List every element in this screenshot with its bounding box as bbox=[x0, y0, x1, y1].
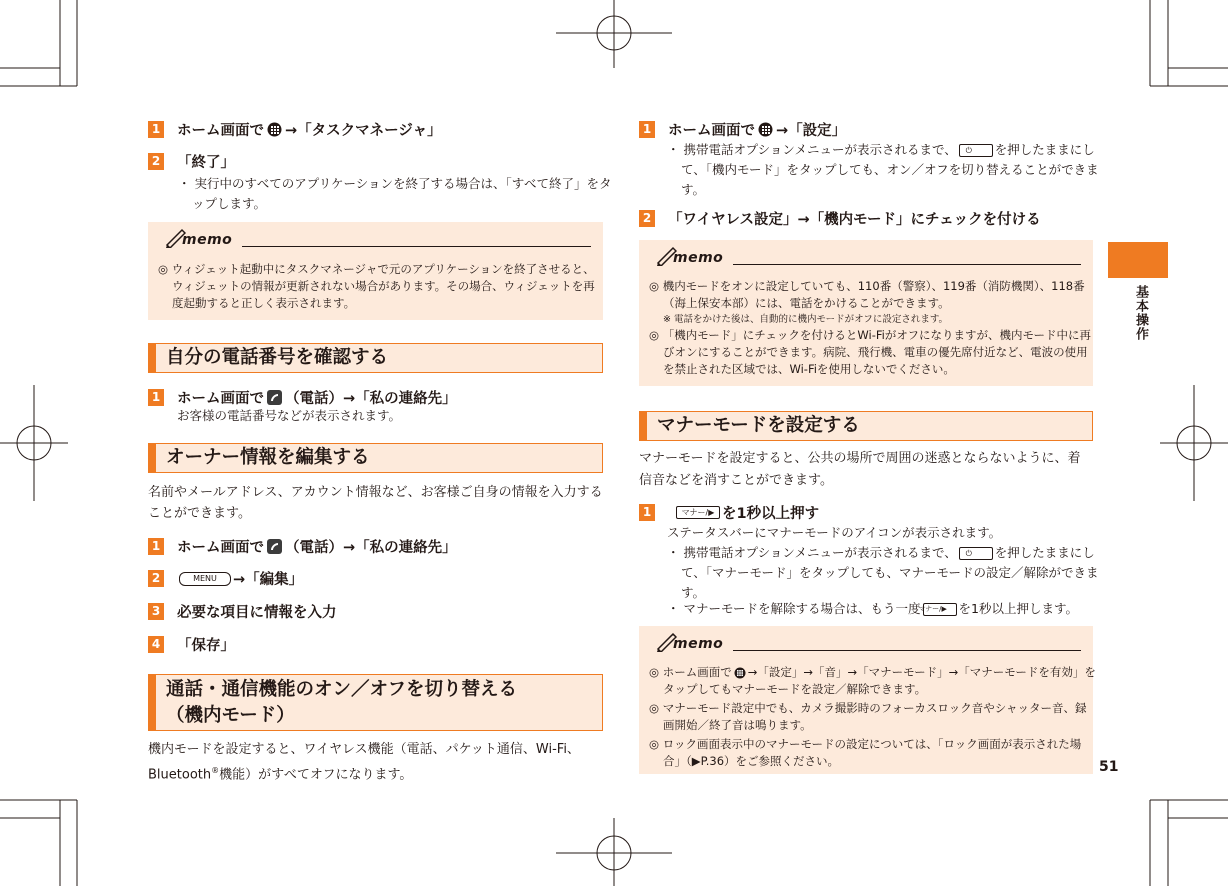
step-number-2: 2 bbox=[148, 570, 164, 587]
app-drawer-icon bbox=[734, 667, 746, 679]
bullet-text-a: マナーモードを解除する場合は、もう一度 bbox=[683, 601, 921, 616]
step-text: 必要な項目に情報を入力 bbox=[177, 605, 337, 621]
section-airplane bbox=[148, 674, 603, 731]
step-text-a: ホーム画面で bbox=[177, 540, 264, 556]
my-number-step-1 bbox=[148, 387, 457, 408]
memo-label: memo bbox=[182, 232, 233, 248]
memo-item-text: 機内モードをオンに設定していても、110番（警察）、119番（消防機関）、118番（海上保安本部）には、電話をかけることができます。 bbox=[662, 279, 1085, 310]
task-step-1-text-a: ホーム画面で bbox=[177, 123, 264, 139]
memo-item-text: マナーモード設定中でも、カメラ撮影時のフォーカスロック音やシャッター音、録画開始／終了音は鳴ります。 bbox=[662, 701, 1087, 732]
bullet-text-b: を1秒以上押します。 bbox=[958, 601, 1078, 616]
intro-line-1: 機内モードを設定すると、ワイヤレス機能（電話、パケット通信、Wi-Fi、 bbox=[148, 742, 580, 757]
task-bullet-text: 実行中のすべてのアプリケーションを終了する場合は、「すべて終了」をタップします。 bbox=[192, 176, 612, 211]
app-drawer-icon bbox=[758, 122, 773, 137]
memo-item-2: ◎ 「機内モード」にチェックを付けるとWi-Fiがオフになりますが、機内モード中に再びオンにすることができます。病院、飛行機、電車の優先席付近など、電波の使用を禁止された区域では、Wi-Fiを使用しないでください。 bbox=[649, 328, 1092, 376]
intro-line-2 bbox=[148, 760, 608, 785]
memo-header bbox=[158, 232, 591, 248]
step-text-a: ホーム画面で bbox=[668, 123, 755, 139]
memo-rule bbox=[733, 650, 1081, 651]
intro-line-2-b: 機能）がすべてオフになります。 bbox=[219, 767, 413, 783]
step-number-1: 1 bbox=[148, 538, 164, 555]
step-number-1: 1 bbox=[639, 504, 655, 521]
airplane-step-2 bbox=[639, 208, 1041, 229]
intro-line-2-a: Bluetooth bbox=[148, 767, 212, 783]
registered-mark: ® bbox=[211, 766, 220, 775]
step-number-4: 4 bbox=[148, 636, 164, 653]
page-number: 51 bbox=[1099, 759, 1119, 775]
memo-rule bbox=[242, 246, 591, 247]
memo-item-2: ◎ マナーモード設定中でも、カメラ撮影時のフォーカスロック音やシャッター音、録画開始／終了音は鳴ります。 bbox=[649, 701, 1087, 732]
memo-header bbox=[649, 636, 1081, 652]
step-text-b: →「設定」 bbox=[776, 123, 847, 139]
task-step-1-text-b: →「タスクマネージャ」 bbox=[285, 123, 442, 139]
bullet-text-a: 携帯電話オプションメニューが表示されるまで、 bbox=[683, 545, 957, 560]
section-title-line-1: 通話・通信機能のオン／オフを切り替える bbox=[166, 679, 517, 700]
step-text-b: （電話）→「私の連絡先」 bbox=[285, 540, 457, 556]
manner-step-1 bbox=[639, 502, 819, 523]
step-number-1: 1 bbox=[148, 121, 164, 138]
owner-step-1 bbox=[148, 536, 457, 557]
memo-header bbox=[649, 250, 1081, 266]
section-title-line-2: （機内モード） bbox=[166, 705, 295, 726]
phone-icon bbox=[267, 390, 282, 405]
side-index-label: 基本操作 bbox=[1133, 285, 1148, 341]
memo-item: ◎ ウィジェット起動中にタスクマネージャで元のアプリケーションを終了させると、ウィジェットの情報が更新されない場合があります。その場合、ウィジェットを再度起動すると正しく表示されます。 bbox=[158, 262, 595, 310]
task-step-2 bbox=[148, 151, 235, 172]
manner-memo bbox=[639, 626, 1096, 774]
step-number-1: 1 bbox=[148, 389, 164, 406]
section-owner bbox=[148, 443, 603, 473]
step-number-3: 3 bbox=[148, 603, 164, 620]
section-title: マナーモードを設定する bbox=[657, 415, 860, 436]
memo-item-text-b: →「設定」→「音」→「マナーモード」→「マナーモードを有効」をタップしてもマナーモードを設定／解除できます。 bbox=[663, 665, 1096, 696]
power-key-icon: ⏻ bbox=[959, 144, 993, 157]
menu-key: MENU bbox=[179, 572, 231, 586]
step-text-b: （電話）→「私の連絡先」 bbox=[285, 391, 457, 407]
power-key-icon: ⏻ bbox=[959, 547, 993, 560]
memo-rule bbox=[733, 264, 1081, 265]
app-drawer-icon bbox=[267, 122, 282, 137]
step-text: 「ワイヤレス設定」→「機内モード」にチェックを付ける bbox=[668, 212, 1041, 228]
memo-item-1: ◎ 機内モードをオンに設定していても、110番（警察）、119番（消防機関）、118番（海上保安本部）には、電話をかけることができます。 bbox=[649, 279, 1085, 310]
side-index-tab bbox=[1108, 242, 1168, 278]
memo-item-text: 「機内モード」にチェックを付けるとWi-Fiがオフになりますが、機内モード中に再びオンにすることができます。病院、飛行機、電車の優先席付近など、電波の使用を禁止された区域では、Wi-Fiを使用しないでください。 bbox=[662, 328, 1092, 376]
bullet-text-b: を押したままにして、「機内モード」をタップしても、オン／オフを切り替えることができます。 bbox=[681, 142, 1099, 197]
task-memo bbox=[148, 222, 603, 320]
owner-intro: 名前やメールアドレス、アカウント情報など、お客様ご自身の情報を入力することができます。 bbox=[148, 485, 603, 521]
memo-note: ※ 電話をかけた後は、自動的に機内モードがオフに設定されます。 bbox=[663, 314, 949, 325]
section-manner bbox=[639, 411, 1093, 441]
step-text-a: ホーム画面で bbox=[177, 391, 264, 407]
memo-item-3: ◎ ロック画面表示中のマナーモードの設定については、「ロック画面が表示された場合」（▶P.36）をご参照ください。 bbox=[649, 737, 1082, 768]
step-number-1: 1 bbox=[639, 121, 655, 138]
phone-icon bbox=[267, 539, 282, 554]
manner-bullet-2: ・ マナーモードを解除する場合は、もう一度マナー/▶ を1秒以上押します。 bbox=[667, 601, 1078, 616]
memo-item-1: ◎ ホーム画面で →「設定」→「音」→「マナーモード」→「マナーモードを有効」をタップしてもマナーモードを設定／解除できます。 bbox=[649, 665, 1096, 696]
owner-step-4 bbox=[148, 634, 235, 655]
step-text: →「編集」 bbox=[233, 572, 304, 588]
task-step-2-text: 「終了」 bbox=[177, 155, 235, 171]
owner-step-2 bbox=[148, 568, 303, 589]
bullet-text-b: を押したままにして、「マナーモード」をタップしても、マナーモードの設定／解除ができます。 bbox=[681, 545, 1099, 600]
manner-intro: マナーモードを設定すると、公共の場所で周囲の迷惑とならないように、着信音などを消すことができます。 bbox=[639, 451, 1081, 488]
manner-key: マナー/▶ bbox=[923, 603, 957, 616]
manner-bullet-1: ・ 携帯電話オプションメニューが表示されるまで、 ⏻ を押したままにして、「マナーモード」をタップしても、マナーモードの設定／解除ができます。 bbox=[667, 545, 1099, 600]
section-title: オーナー情報を編集する bbox=[166, 447, 370, 468]
airplane-bullet: ・ 携帯電話オプションメニューが表示されるまで、 ⏻ を押したままにして、「機内モード」をタップしても、オン／オフを切り替えることができます。 bbox=[667, 142, 1099, 197]
step-number-2: 2 bbox=[639, 210, 655, 227]
section-title: 自分の電話番号を確認する bbox=[166, 347, 389, 368]
airplane-memo bbox=[639, 240, 1093, 386]
airplane-intro bbox=[148, 739, 608, 785]
manner-key: マナー/▶ bbox=[676, 506, 720, 519]
step-text: を1秒以上押す bbox=[722, 506, 820, 522]
memo-label: memo bbox=[673, 250, 724, 266]
section-my-number bbox=[148, 343, 603, 373]
manner-desc: ステータスバーにマナーモードのアイコンが表示されます。 bbox=[667, 525, 1002, 540]
memo-item-text-a: ホーム画面で bbox=[662, 665, 732, 679]
memo-item-text: ロック画面表示中のマナーモードの設定については、「ロック画面が表示された場合」（▶P.36）をご参照ください。 bbox=[662, 737, 1082, 768]
task-bullet: ・ 実行中のすべてのアプリケーションを終了する場合は、「すべて終了」をタップします。 bbox=[178, 176, 612, 211]
bullet-text-a: 携帯電話オプションメニューが表示されるまで、 bbox=[683, 142, 957, 157]
owner-step-3 bbox=[148, 601, 337, 622]
step-number-2: 2 bbox=[148, 153, 164, 170]
memo-item-text: ウィジェット起動中にタスクマネージャで元のアプリケーションを終了させると、ウィジェットの情報が更新されない場合があります。その場合、ウィジェットを再度起動すると正しく表示されます。 bbox=[171, 262, 595, 310]
task-step-1 bbox=[148, 119, 442, 140]
airplane-step-1 bbox=[639, 119, 846, 140]
step-text: 「保存」 bbox=[177, 638, 235, 654]
my-number-desc: お客様の電話番号などが表示されます。 bbox=[177, 408, 402, 423]
memo-label: memo bbox=[673, 636, 724, 652]
